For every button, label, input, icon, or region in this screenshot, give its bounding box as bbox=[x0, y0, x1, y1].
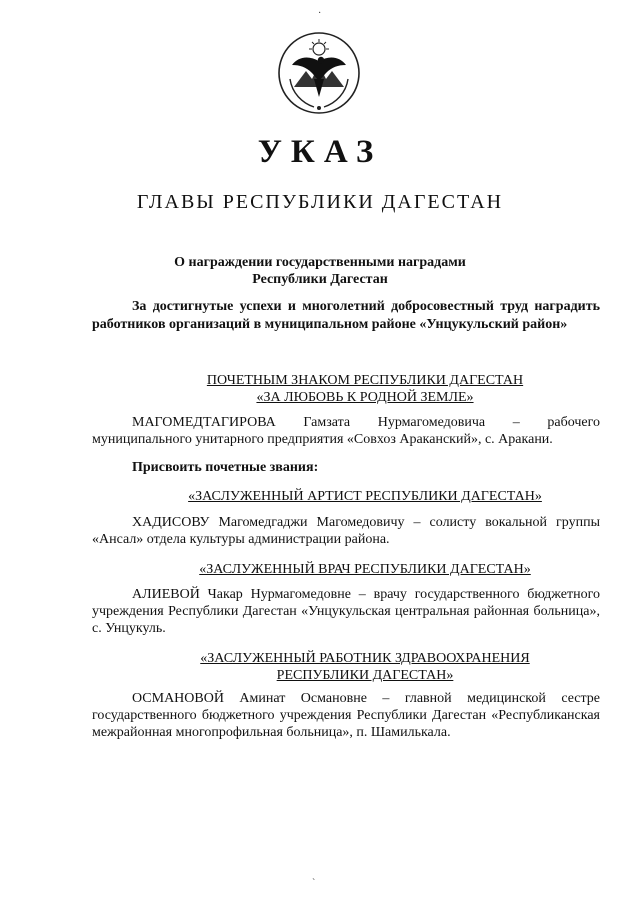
award-title-4-line-1: «ЗАСЛУЖЕННЫЙ РАБОТНИК ЗДРАВООХРАНЕНИЯ bbox=[200, 651, 530, 666]
award-recipient-3: АЛИЕВОЙ Чакар Нурмагомедовне – врачу государственного бюджетного учреждения Республики Дагестан «Унцукульская центральная районная больница», с. Унцукуль. bbox=[92, 587, 600, 636]
award-recipient-4: ОСМАНОВОЙ Аминат Османовне – главной медицинской сестре государственного бюджетного учреждения Республики Дагестан «Республиканская межрайонная многопрофильная больница», п. Шамилькала. bbox=[92, 691, 600, 740]
award-title-1 bbox=[0, 372, 640, 406]
award-title-4 bbox=[0, 650, 640, 684]
award-recipient-2: ХАДИСОВУ Магомедгаджи Магомедовичу – солисту вокальной группы «Ансал» отдела культуры администрации района. bbox=[92, 515, 600, 547]
award-title-3 bbox=[0, 561, 640, 578]
scan-mark-top: · bbox=[318, 8, 322, 19]
assign-titles-label: Присвоить почетные звания: bbox=[132, 460, 319, 475]
award-title-1-line-1: ПОЧЕТНЫМ ЗНАКОМ РЕСПУБЛИКИ ДАГЕСТАН bbox=[206, 373, 524, 388]
scan-mark-bottom: ` bbox=[312, 878, 316, 889]
award-title-1-line-2: «ЗА ЛЮБОВЬ К РОДНОЙ ЗЕМЛЕ» bbox=[256, 390, 474, 405]
dagestan-coat-of-arms-icon bbox=[274, 27, 364, 117]
award-title-2 bbox=[0, 488, 640, 505]
award-recipient-1: МАГОМЕДТАГИРОВА Гамзата Нурмагомедовича – рабочего муниципального унитарного предприятия «Совхоз Араканский», с. Аракани. bbox=[92, 415, 600, 447]
subject-line-2: Республики Дагестан bbox=[252, 272, 388, 287]
subject-line-1: О награждении государственными наградами bbox=[174, 255, 466, 270]
award-title-3-line-1: «ЗАСЛУЖЕННЫЙ ВРАЧ РЕСПУБЛИКИ ДАГЕСТАН» bbox=[199, 562, 531, 577]
award-title-4-line-2: РЕСПУБЛИКИ ДАГЕСТАН» bbox=[276, 668, 454, 683]
document-title: УКАЗ bbox=[257, 134, 383, 170]
award-title-2-line-1: «ЗАСЛУЖЕННЫЙ АРТИСТ РЕСПУБЛИКИ ДАГЕСТАН» bbox=[188, 489, 542, 504]
decree-subject bbox=[0, 254, 640, 288]
decree-preamble: За достигнутые успехи и многолетний добросовестный труд наградить работников организаций в муниципальном районе «Унцукульский район» bbox=[92, 299, 600, 332]
document-subtitle: ГЛАВЫ РЕСПУБЛИКИ ДАГЕСТАН bbox=[136, 191, 504, 213]
